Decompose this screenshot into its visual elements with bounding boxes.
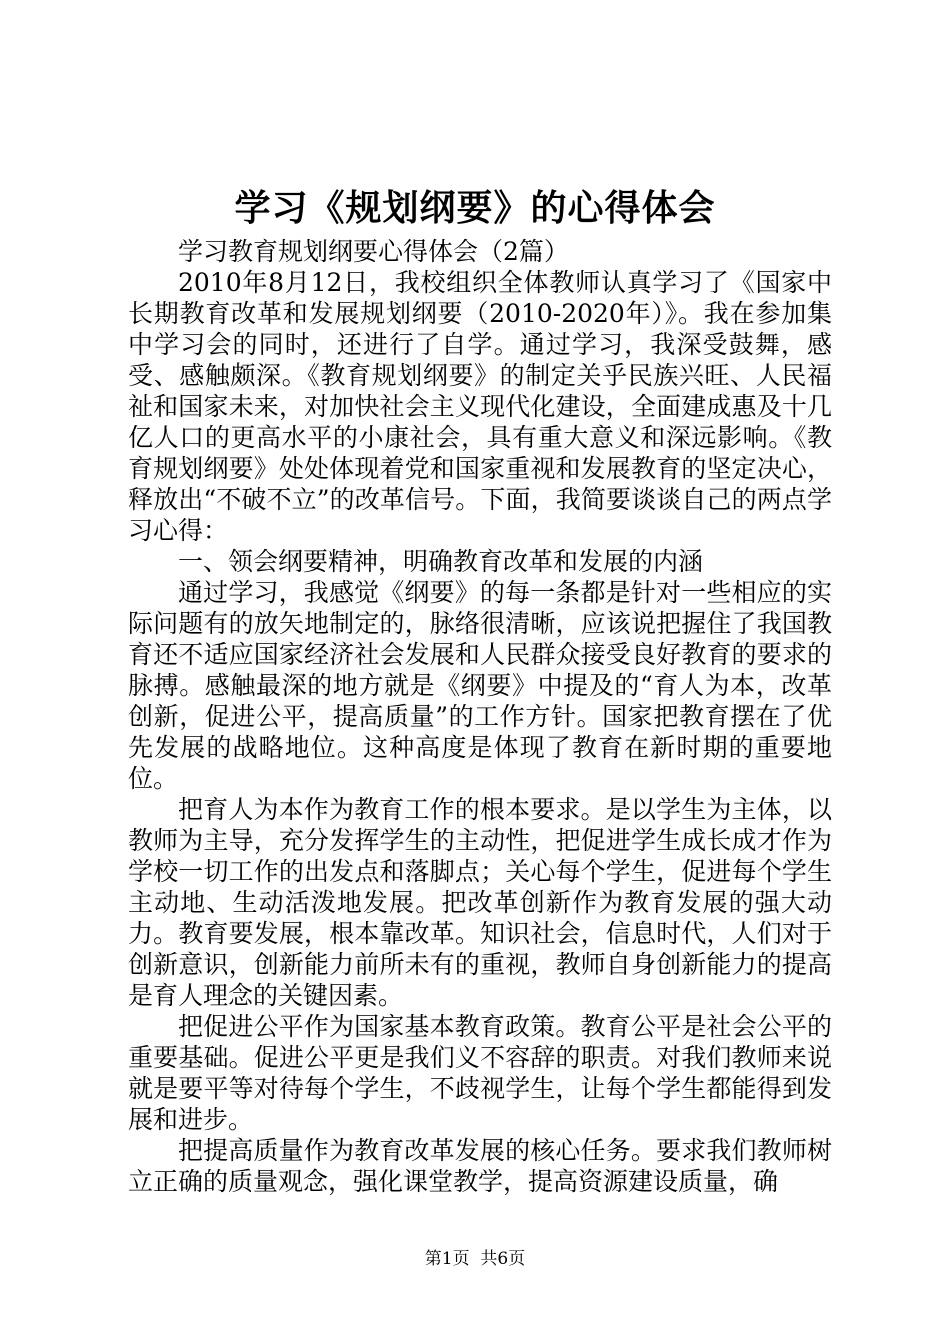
- section-heading: 一、领会纲要精神，明确教育改革和发展的内涵: [178, 547, 704, 576]
- body-paragraph: 把育人为本作为教育工作的根本要求。是以学生为主体，以教师为主导，充分发挥学生的主动性，把促进学生成长成才作为学校一切工作的出发点和落脚点；关心每个学生，促进每个学生主动地、生动活泼地发展。把改革创新作为教育发展的强大动力。教育要发展，根本靠改革。知识社会，信息时代，人们对于创新意识，创新能力前所未有的重视，教师自身创新能力的提高是育人理念的关键因素。: [128, 795, 832, 1010]
- body-paragraph: 把促进公平作为国家基本教育政策。教育公平是社会公平的重要基础。促进公平更是我们义不容辞的职责。对我们教师来说就是要平等对待每个学生，不歧视学生，让每个学生都能得到发展和进步。: [128, 1012, 832, 1134]
- body-paragraph: 2010年8月12日，我校组织全体教师认真学习了《国家中长期教育改革和发展规划纲要（2010-2020年）》。我在参加集中学习会的同时，还进行了自学。通过学习，我深受鼓舞，感受、感触颇深。《教育规划纲要》的制定关乎民族兴旺、人民福祉和国家未来，对加快社会主义现代化建设，全面建成惠及十几亿人口的更高水平的小康社会，具有重大意义和深远影响。《教育规划纲要》处处体现着党和国家重视和发展教育的坚定决心，释放出“不破不立”的改革信号。下面，我简要谈谈自己的两点学习心得：: [128, 268, 832, 545]
- page-total: 共6页: [480, 1249, 526, 1269]
- body-paragraph: 把提高质量作为教育改革发展的核心任务。要求我们教师树立正确的质量观念，强化课堂教学，提高资源建设质量，确: [128, 1136, 832, 1196]
- subtitle-paragraph: 学习教育规划纲要心得体会（2篇）: [178, 237, 569, 266]
- document-body: [128, 236, 832, 1197]
- page-footer: [0, 1247, 950, 1271]
- document-title: 学习《规划纲要》的心得体会: [234, 187, 716, 229]
- body-paragraph: 通过学习，我感觉《纲要》的每一条都是针对一些相应的实际问题有的放矢地制定的，脉络很清晰，应该说把握住了我国教育还不适应国家经济社会发展和人民群众接受良好教育的要求的脉搏。感触最深的地方就是《纲要》中提及的“育人为本，改革创新，促进公平，提高质量”的工作方针。国家把教育摆在了优先发展的战略地位。这种高度是体现了教育在新时期的重要地位。: [128, 578, 832, 793]
- page-number: 第1页: [424, 1249, 470, 1269]
